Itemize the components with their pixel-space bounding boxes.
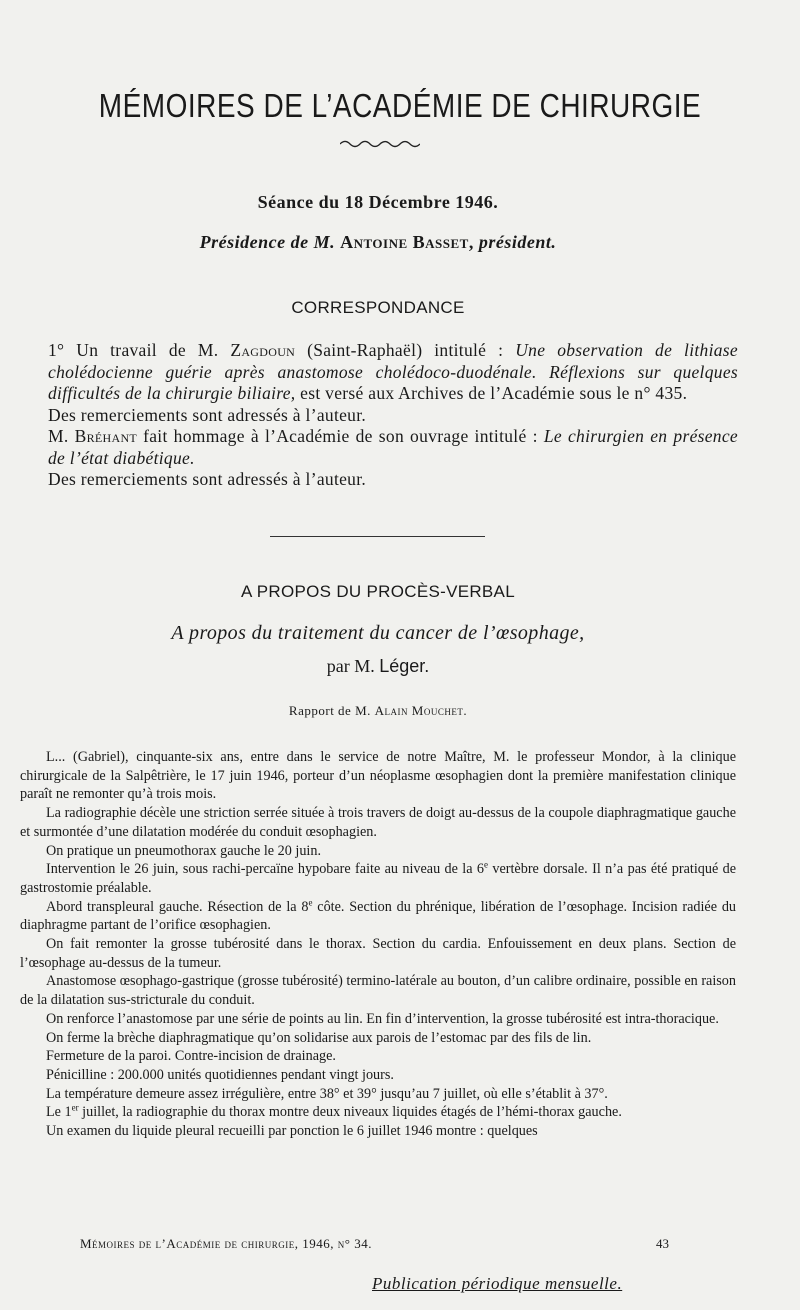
journal-title: MÉMOIRES DE L’ACADÉMIE DE CHIRURGIE — [98, 86, 702, 124]
text-run: côte. Section du phrénique, libération de l’œsophage. Incision radiée du diaphragme partant de l’orifice œsophagien. — [20, 898, 737, 934]
session-date: Séance du 18 Décembre 1946. — [257, 192, 499, 212]
text-run: est versé aux Archives de l’Académie sous le n° 435. — [300, 383, 688, 403]
body-paragraph: On pratique un pneumothorax gauche le 20 juin. — [46, 842, 322, 859]
body-paragraph: La radiographie décèle une striction serrée située à trois travers de doigt au-dessus de la coupole diaphragmatique gauche et surmontée d’une dilatation modérée du conduit œsophagien. — [20, 805, 736, 840]
body-paragraph: Un examen du liquide pleural recueilli par ponction le 6 juillet 1946 montre : quelques — [46, 1123, 538, 1140]
author-name: Bréhant — [74, 426, 138, 446]
text-run: 1° Un travail de M. — [48, 340, 219, 360]
presidency-prefix: Présidence de M. — [199, 232, 336, 252]
page-number: 43 — [656, 1236, 669, 1251]
body-paragraph: On ferme la brèche diaphragmatique qu’on solidarise aux parois de l’estomac par des fils de lin. — [46, 1029, 592, 1046]
text-run: Intervention le 26 juin, sous rachi-percaïne hypobare faite au niveau de la 6 — [46, 861, 485, 878]
work-title: Le chirurgien en présence de l’état diabétique. — [48, 426, 738, 468]
superscript: er — [71, 1102, 79, 1113]
work-title: Une observation de lithiase cholédocienne guérie après anastomose cholédoco-duodénale. Réflexions sur quelques difficultés de la chirurgie biliaire, — [48, 340, 738, 403]
body-paragraph: Pénicilline : 200.000 unités quotidiennes pendant vingt jours. — [46, 1066, 394, 1083]
author-prefix: par M. — [326, 656, 375, 676]
author-line — [0, 656, 756, 677]
report-prefix: Rapport de M. — [288, 703, 371, 718]
president-name: Antoine Basset, — [340, 232, 474, 252]
superscript: e — [484, 859, 489, 870]
body-paragraph — [20, 1103, 736, 1122]
superscript: e — [308, 896, 313, 907]
text-run: M. — [48, 426, 69, 446]
text-run: vertèbre dorsale. Il n’a pas été pratiqué de gastrostomie préalable. — [20, 861, 737, 896]
proces-verbal-heading: A PROPOS DU PROCÈS-VERBAL — [241, 582, 515, 601]
report-line — [0, 703, 756, 719]
correspondance-heading: CORRESPONDANCE — [291, 298, 465, 317]
ornament-divider — [340, 138, 420, 150]
correspondance-item-1 — [48, 340, 738, 405]
text-run: fait hommage à l’Académie de son ouvrage intitulé : — [143, 426, 538, 446]
text-run: (Saint-Raphaël) intitulé : — [307, 340, 504, 360]
running-footer — [80, 1236, 372, 1252]
text-run: Abord transpleural gauche. Résection de la 8 — [46, 898, 309, 915]
body-paragraph: L... (Gabriel), cinquante-six ans, entre dans le service de notre Maître, M. le professeur Mondor, à la clinique chirurgicale de la Salpêtrière, le 17 juin 1946, porteur d’un néoplasme œsophagien dont la première manifestation clinique paraît ne remonter qu’à trois mois. — [20, 749, 736, 803]
thanks-line-1: Des remerciements sont adressés à l’auteur. — [48, 404, 367, 425]
body-paragraph: La température demeure assez irrégulière, entre 38° et 39° jusqu’au 7 juillet, où elle s’établit à 37°. — [46, 1085, 608, 1102]
presidency-line — [0, 232, 756, 253]
body-paragraph: On renforce l’anastomose par une série de points au lin. En fin d’intervention, la grosse tubérosité est intra-thoracique. — [46, 1010, 719, 1027]
footer-citation: Mémoires de l’Académie de chirurgie, 1946, n° 34. — [80, 1236, 372, 1251]
author-name: Zagdoun — [230, 340, 296, 360]
correspondance-item-2 — [48, 426, 738, 469]
body-paragraph: On fait remonter la grosse tubérosité dans le thorax. Section du cardia. Enfouissement en deux plans. Section de l’œsophage au-dessus de la tumeur. — [20, 936, 736, 971]
reporter-name: Alain Mouchet. — [374, 703, 468, 718]
body-paragraph: Anastomose œsophago-gastrique (grosse tubérosité) termino-latérale au bouton, d’un calibre ordinaire, possible en raison de la dilatation sus-stricturale du conduit. — [20, 973, 736, 1009]
article-title: A propos du traitement du cancer de l’œsophage, — [171, 622, 585, 644]
case-report-body — [20, 748, 736, 1141]
text-run: juillet, la radiographie du thorax montre deux niveaux liquides étagés de l’hémi-thorax gauche. — [78, 1104, 622, 1121]
body-paragraph: Fermeture de la paroi. Contre-incision de drainage. — [46, 1048, 336, 1065]
text-run: Le 1 — [46, 1104, 72, 1121]
presidency-suffix: président. — [478, 232, 557, 252]
body-paragraph — [20, 898, 736, 935]
publication-note: Publication périodique mensuelle. — [372, 1274, 623, 1293]
body-paragraph — [20, 860, 736, 897]
thanks-line-2: Des remerciements sont adressés à l’auteur. — [48, 469, 367, 489]
author-name: Léger. — [379, 656, 430, 676]
section-divider — [270, 536, 485, 537]
correspondance-section — [48, 340, 738, 491]
